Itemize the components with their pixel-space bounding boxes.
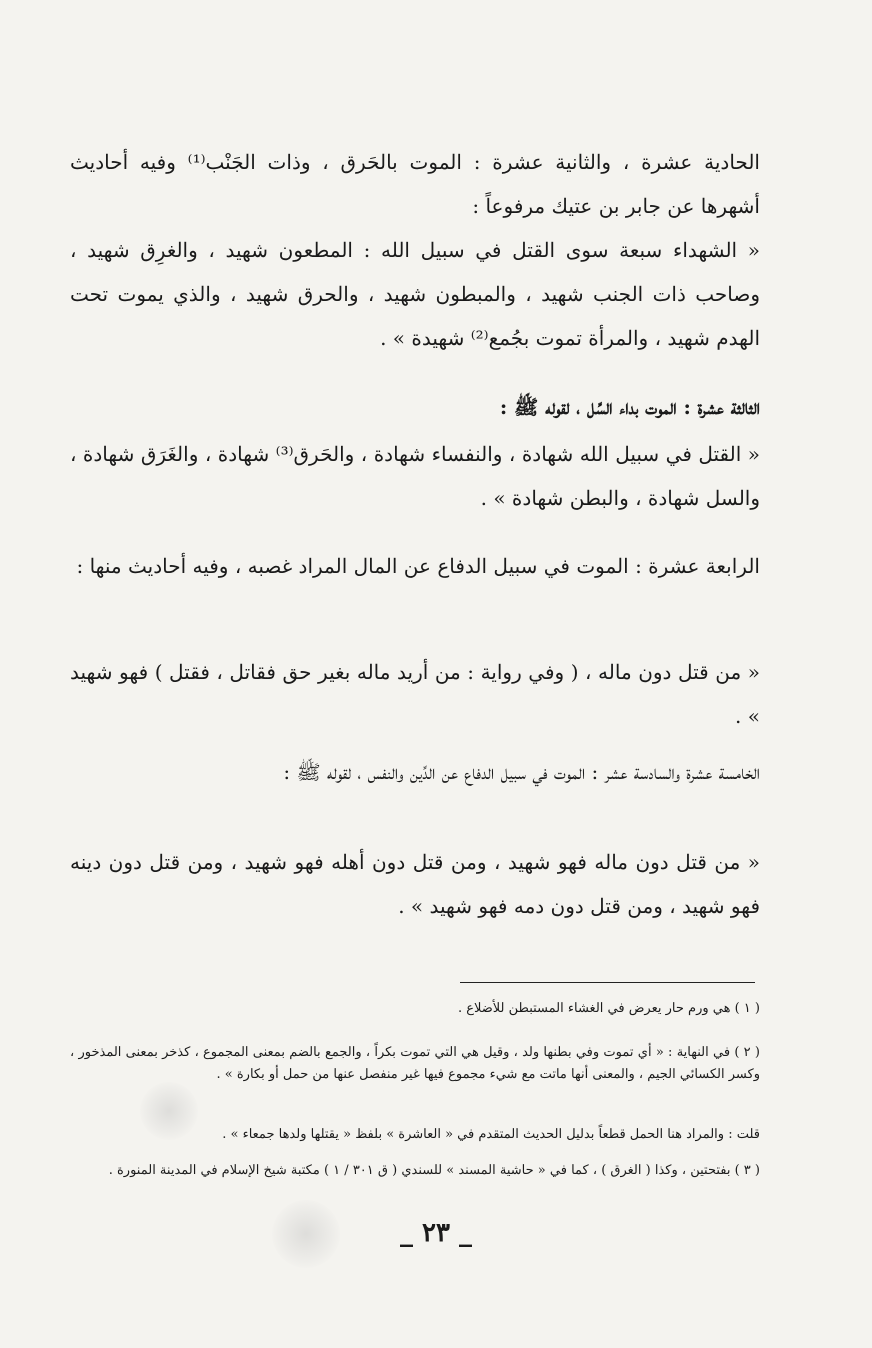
library-stamp-mark — [272, 1200, 340, 1268]
footnote-2: ( ٢ ) في النهاية : « أي تموت وفي بطنها ولد ، وقيل هي التي تموت بكراً ، والجمع بالضم بمعنى المجموع ، كذخر بمعنى المذخور ، وكسر الكسائي الجيم ، والمعنى أنها ماتت مع شيء مجموع فيها غير منفصل عنها من حمل أو بكارة » . — [70, 1045, 760, 1082]
hadith-martyrdom-types: « القتل في سبيل الله شهادة ، والنفساء شهادة ، والحَرق⁽³⁾ شهادة ، والغَرَق شهادة ، والسل شهادة ، والبطن شهادة » . — [70, 442, 761, 510]
hadith-defense-of-religion: « من قتل دون ماله فهو شهيد ، ومن قتل دون أهله فهو شهيد ، ومن قتل دون دينه فهو شهيد ، ومن قتل دون دمه فهو شهيد » . — [70, 850, 760, 918]
hadith-wealth-defense: « من قتل دون ماله ، ( وفي رواية : من أريد ماله بغير حق فقاتل ، فقتل ) فهو شهيد » . — [70, 660, 760, 728]
footnote-divider — [460, 982, 755, 983]
paragraph-eleventh-twelfth — [70, 140, 760, 228]
footnote-2-note: قلت : والمراد هنا الحمل قطعاً بدليل الحديث المتقدم في « العاشرة » بلفظ « يقتلها ولدها جمعاء » . — [222, 1127, 760, 1142]
paragraph-fifteenth-sixteenth: الخامسة عشرة والسادسة عشر : الموت في سبيل الدفاع عن الدِّين والنفس ، لقوله ﷺ : — [283, 760, 760, 784]
paragraph-fourteenth: الرابعة عشرة : الموت في سبيل الدفاع عن المال المراد غصبه ، وفيه أحاديث منها : — [76, 554, 760, 578]
page-number: _ ٢٣ _ — [399, 1218, 473, 1248]
footnote-1: ( ١ ) هي ورم حار يعرض في الغشاء المستبطن للأضلاع . — [457, 1001, 760, 1016]
hadith-seven-martyrs: « الشهداء سبعة سوى القتل في سبيل الله : المطعون شهيد ، والغرِق شهيد ، وصاحب ذات الجنب شهيد ، والمبطون شهيد ، والحرق شهيد ، والذي يموت تحت الهدم شهيد ، والمرأة تموت بجُمع⁽²⁾ شهيدة » . — [70, 238, 760, 350]
heading-eleventh-twelfth: الحادية عشرة ، والثانية عشرة : الموت بالحَرق ، وذات الجَنْب⁽¹⁾ وفيه أحاديث أشهرها عن جابر بن عتيك مرفوعاً : — [70, 150, 760, 218]
library-stamp-mark-faint — [140, 1082, 198, 1140]
paragraph-thirteenth: الثالثة عشرة : الموت بداء السِّل ، لقوله ﷺ : — [499, 395, 760, 419]
footnote-3: ( ٣ ) بفتحتين ، وكذا ( الغرق ) ، كما في « حاشية المسند » للسندي ( ق ٣٠١ / ١ ) مكتبة شيخ الإسلام في المدينة المنورة . — [108, 1163, 760, 1178]
